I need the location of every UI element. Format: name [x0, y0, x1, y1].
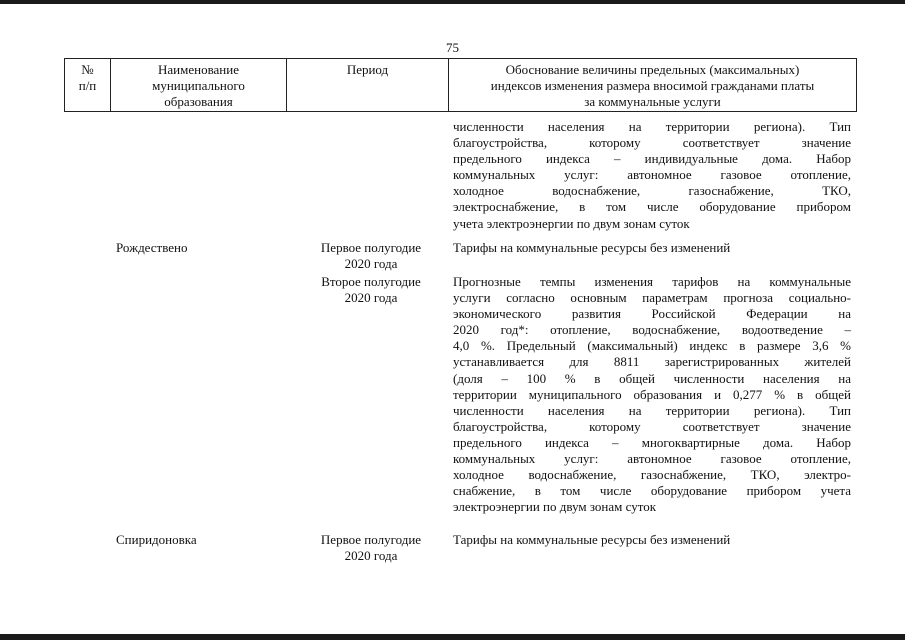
basis-line: коммунальных услуг: автономное газовое отопление, [453, 451, 851, 467]
basis-line: благоустройства, которому соответствует значение [453, 418, 851, 434]
basis-cell [453, 274, 851, 515]
basis-line: электроэнергии по двум зонам суток [453, 499, 657, 515]
period-cell: Первое полугодие 2020 года [320, 532, 422, 564]
basis-line: Тарифы на коммунальные ресурсы без изменений [453, 240, 731, 255]
basis-line: услуги согласно основным параметрам прогноза социально- [453, 290, 851, 306]
period-cell: Второе полугодие 2020 года [321, 274, 421, 306]
basis-line: экономического развития Российской Федерации на [453, 306, 851, 322]
basis-line: учета электроэнергии по двум зонам суток [453, 215, 690, 231]
basis-line: территории муниципального образования и 0,277 % в общей [453, 386, 851, 402]
header-cell-period [286, 58, 449, 112]
basis-line: (доля – 100 % в общей численности населения на [453, 370, 851, 386]
basis-line: устанавливается для 8811 зарегистрированных жителей [453, 354, 851, 370]
basis-cell [453, 532, 851, 548]
basis-cell [453, 240, 851, 256]
municipality-name: Рождествено [116, 240, 188, 255]
basis-line: электроснабжение, в том числе оборудование прибором [453, 199, 851, 215]
basis-line: Тарифы на коммунальные ресурсы без изменений [453, 532, 731, 547]
basis-line: холодное водоснабжение, газоснабжение, ТКО, [453, 183, 851, 199]
basis-line: 4,0 %. Предельный (максимальный) индекс в размере 3,6 % [453, 338, 851, 354]
scan-edge-bottom [0, 634, 905, 640]
page-number: 75 [446, 40, 459, 55]
header-number-text: № п/п [78, 62, 97, 93]
basis-line: предельного индекса – многоквартирные дома. Набор [453, 434, 851, 450]
header-cell-number [64, 58, 111, 112]
header-cell-municipality [110, 58, 287, 112]
header-cell-basis [448, 58, 857, 112]
municipality-name: Спиридоновка [116, 532, 197, 547]
basis-line: предельного индекса – индивидуальные дома. Набор [453, 151, 851, 167]
basis-line: снабжение, в том числе оборудование прибором учета [453, 483, 851, 499]
basis-line: численности населения на территории региона). Тип [453, 402, 851, 418]
basis-line: численности населения на территории региона). Тип [453, 119, 851, 134]
period-cell: Первое полугодие 2020 года [320, 240, 422, 272]
basis-line: холодное водоснабжение, газоснабжение, ТКО, электро- [453, 467, 851, 483]
header-basis-text: Обоснование величины предельных (максимальных) индексов изменения размера вносимой гражданами платы за коммунальные услуги [490, 62, 815, 109]
basis-line: коммунальных услуг: автономное газовое отопление, [453, 167, 851, 183]
basis-line: Прогнозные темпы изменения тарифов на коммунальные [453, 274, 851, 289]
header-municipality-text: Наименование муниципального образования [152, 62, 245, 109]
header-period-text: Период [346, 62, 389, 77]
continuation-basis [453, 119, 851, 232]
basis-line: 2020 год*: отопление, водоснабжение, водоотведение – [453, 322, 851, 338]
scan-edge-top [0, 0, 905, 4]
basis-line: благоустройства, которому соответствует значение [453, 135, 851, 151]
